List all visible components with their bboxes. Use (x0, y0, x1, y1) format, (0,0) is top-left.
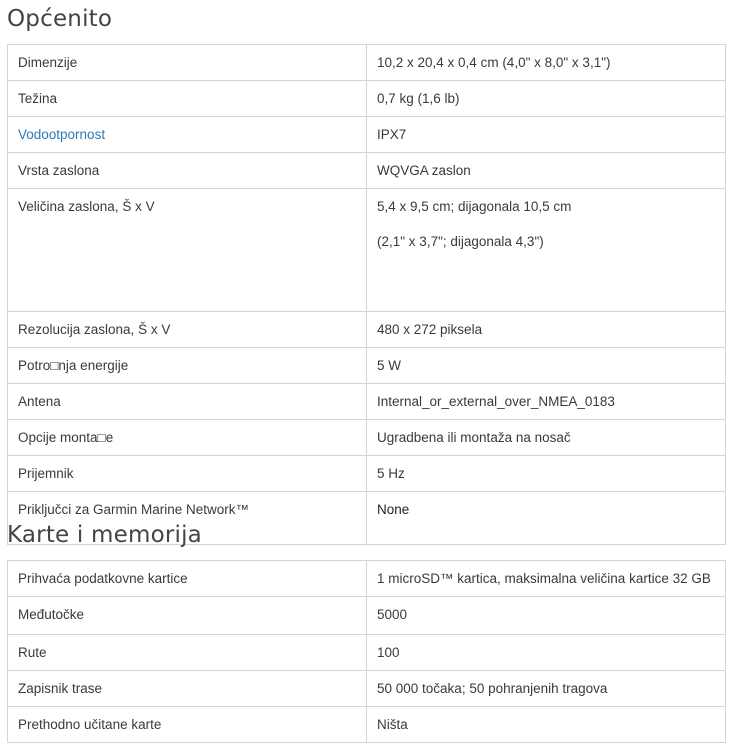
spec-label: Prihvaća podatkovne kartice (8, 561, 367, 597)
spec-value: 5 Hz (367, 456, 726, 492)
spec-value-line: 5,4 x 9,5 cm; dijagonala 10,5 cm (377, 199, 572, 214)
table-row (8, 312, 726, 348)
spec-label: Antena (8, 384, 367, 420)
table-row (8, 456, 726, 492)
table-row (8, 635, 726, 671)
spec-value-cell (367, 492, 726, 545)
spec-label: Priključci za Garmin Marine Network™ (8, 492, 367, 545)
table-row (8, 153, 726, 189)
spec-value: 10,2 x 20,4 x 0,4 cm (4,0" x 8,0" x 3,1") (367, 45, 726, 81)
table-row (8, 420, 726, 456)
spec-label: Prijemnik (8, 456, 367, 492)
spec-value: None (377, 502, 410, 517)
spec-label: Dimenzije (8, 45, 367, 81)
spec-value (367, 189, 726, 312)
spec-value: 0,7 kg (1,6 lb) (367, 81, 726, 117)
spec-value: WQVGA zaslon (367, 153, 726, 189)
spec-value: IPX7 (367, 117, 726, 153)
spec-label: Opcije monta□e (8, 420, 367, 456)
spec-value: Ništa (367, 707, 726, 743)
table-row (8, 81, 726, 117)
table-row (8, 707, 726, 743)
table-row (8, 384, 726, 420)
table-row (8, 189, 726, 312)
section-title-maps: Karte i memorija (7, 522, 202, 548)
spec-label: Prethodno učitane karte (8, 707, 367, 743)
spec-label: Rezolucija zaslona, Š x V (8, 312, 367, 348)
spec-label: Vrsta zaslona (8, 153, 367, 189)
spec-label: Potro□nja energije (8, 348, 367, 384)
specs-table-general (7, 44, 726, 545)
spec-value: 5000 (367, 597, 726, 635)
section-title-general: Općenito (7, 6, 113, 32)
spec-value: 480 x 272 piksela (367, 312, 726, 348)
spec-label: Veličina zaslona, Š x V (8, 189, 367, 312)
spec-value: 1 microSD™ kartica, maksimalna veličina kartice 32 GB (367, 561, 726, 597)
spec-label: Rute (8, 635, 367, 671)
waterproof-link[interactable]: Vodootpornost (18, 127, 106, 142)
spec-value: Internal_or_external_over_NMEA_0183 (367, 384, 726, 420)
table-row (8, 348, 726, 384)
spec-label: Težina (8, 81, 367, 117)
table-row (8, 117, 726, 153)
spec-value: 5 W (367, 348, 726, 384)
specs-table-maps (7, 560, 726, 743)
spec-value: Ugradbena ili montaža na nosač (367, 420, 726, 456)
spec-value: 100 (367, 635, 726, 671)
table-row (8, 671, 726, 707)
spec-label: Zapisnik trase (8, 671, 367, 707)
spec-label-cell (8, 117, 367, 153)
spec-label: Međutočke (8, 597, 367, 635)
table-row (8, 561, 726, 597)
spec-value-line: (2,1" x 3,7"; dijagonala 4,3") (377, 234, 544, 249)
table-row (8, 45, 726, 81)
table-row (8, 597, 726, 635)
spec-value: 50 000 točaka; 50 pohranjenih tragova (367, 671, 726, 707)
